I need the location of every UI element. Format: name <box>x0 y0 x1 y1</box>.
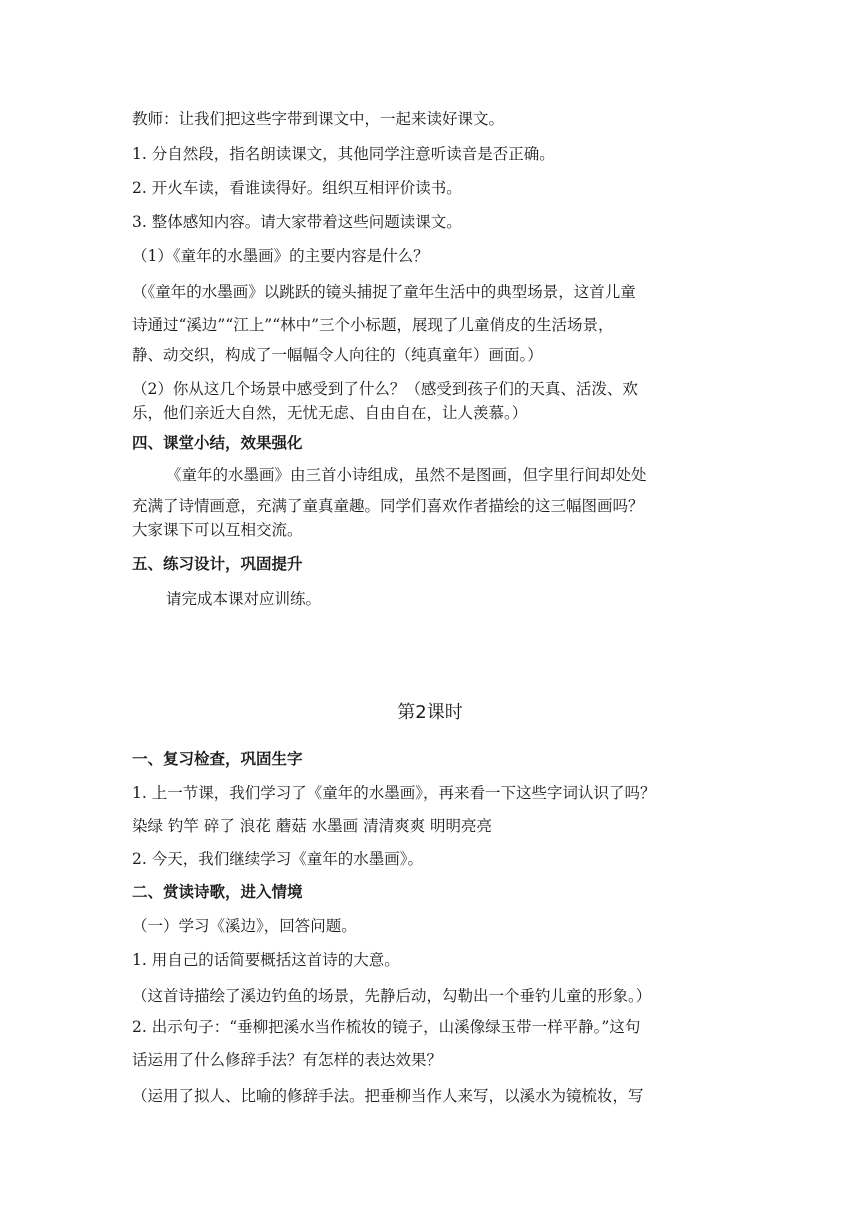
text-line: 1. 上一节课，我们学习了《童年的水墨画》，再来看一下这些字词认识了吗？ <box>132 784 656 802</box>
text-line: 充满了诗情画意，充满了童真童趣。同学们喜欢作者描绘的这三幅图画吗？ <box>132 497 644 515</box>
word-list: 染绿 钓竿 碎了 浪花 蘑菇 水墨画 清清爽爽 明明亮亮 <box>132 817 492 835</box>
text-line: （一）学习《溪边》，回答问题。 <box>132 917 357 935</box>
text-line: 3. 整体感知内容。请大家带着这些问题读课文。 <box>132 213 462 231</box>
text-line: 2. 今天，我们继续学习《童年的水墨画》。 <box>132 850 423 868</box>
text-line: （2）你从这几个场景中感受到了什么？（感受到孩子们的天真、活泼、欢 <box>132 380 638 398</box>
text-line: （1）《童年的水墨画》的主要内容是什么？ <box>132 247 429 265</box>
text-line: 静、动交织，构成了一幅幅令人向往的（纯真童年）画面。） <box>132 346 543 364</box>
text-line: 1. 用自己的话简要概括这首诗的大意。 <box>132 951 400 969</box>
text-line: 2. 出示句子：“垂柳把溪水当作梳妆的镜子，山溪像绿玉带一样平静。”这句 <box>132 1018 641 1036</box>
section-heading: 一、复习检查，巩固生字 <box>132 750 303 768</box>
text-line: 乐，他们亲近大自然，无忧无虑、自由自在，让人羡慕。） <box>132 404 528 422</box>
section-heading: 二、赏读诗歌，进入情境 <box>132 883 303 901</box>
text-line: 《童年的水墨画》由三首小诗组成，虽然不是图画，但字里行间却处处 <box>166 466 647 484</box>
section-heading: 五、练习设计，巩固提升 <box>132 555 303 573</box>
section-heading: 四、课堂小结，效果强化 <box>132 434 303 452</box>
text-line: 诗通过“溪边”“江上”“林中”三个小标题，展现了儿童俏皮的生活场景， <box>132 316 614 334</box>
text-line: 请完成本课对应训练。 <box>166 590 322 608</box>
text-line: （运用了拟人、比喻的修辞手法。把垂柳当作人来写，以溪水为镜梳妆，写 <box>132 1087 644 1105</box>
lesson-title: 第2课时 <box>397 702 463 723</box>
text-line: 2. 开火车读，看谁读得好。组织互相评价读书。 <box>132 179 462 197</box>
text-line: 大家课下可以互相交流。 <box>132 521 303 539</box>
text-line: 话运用了什么修辞手法？有怎样的表达效果？ <box>132 1051 443 1069</box>
text-line: 1. 分自然段，指名朗读课文，其他同学注意听读音是否正确。 <box>132 145 555 163</box>
text-line: 教师：让我们把这些字带到课文中，一起来读好课文。 <box>132 110 505 128</box>
text-line: （这首诗描绘了溪边钓鱼的场景，先静后动，勾勒出一个垂钓儿童的形象。） <box>132 987 652 1005</box>
text-line: （《童年的水墨画》以跳跃的镜头捕捉了童年生活中的典型场景，这首儿童 <box>132 283 636 301</box>
